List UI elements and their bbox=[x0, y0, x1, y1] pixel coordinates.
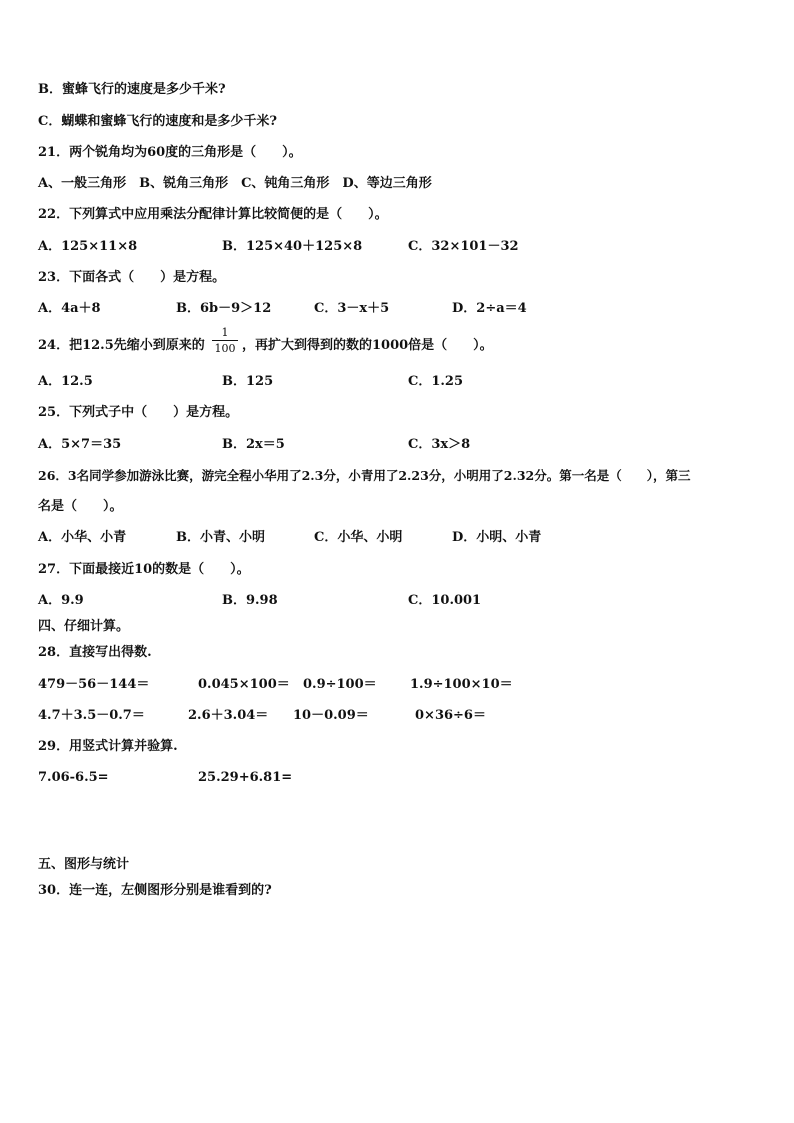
question-29: 29．用竖式计算并验算. bbox=[38, 739, 178, 754]
calc-item: 0×36÷6＝ bbox=[415, 708, 486, 723]
question-23-option-b: B．6b－9＞12 bbox=[176, 301, 272, 316]
question-26-option-a: A．小华、小青 bbox=[38, 530, 127, 545]
calc-item: 479－56－144＝ bbox=[38, 677, 150, 692]
question-23-option-c: C．3－x＋5 bbox=[314, 301, 390, 316]
calc-item: 2.6＋3.04＝ bbox=[188, 708, 269, 723]
section-5-heading: 五、图形与统计 bbox=[38, 857, 130, 872]
fraction-denominator: 100 bbox=[214, 342, 236, 355]
question-c: C．蝴蝶和蜜蜂飞行的速度和是多少千米? bbox=[38, 114, 277, 129]
calc-item: 4.7＋3.5－0.7＝ bbox=[38, 708, 145, 723]
question-23-option-d: D．2÷a＝4 bbox=[452, 301, 527, 316]
question-24-option-a: A．12.5 bbox=[38, 374, 93, 389]
question-23: 23．下面各式（ ）是方程。 bbox=[38, 270, 226, 285]
calc-item: 10－0.09＝ bbox=[293, 708, 369, 723]
section-4-heading: 四、仔细计算。 bbox=[38, 619, 130, 634]
question-25: 25．下列式子中（ ）是方程。 bbox=[38, 405, 239, 420]
vertical-calc-item: 7.06-6.5= bbox=[38, 770, 109, 785]
question-30: 30．连一连，左侧图形分别是谁看到的? bbox=[38, 883, 272, 898]
question-27-option-b: B．9.98 bbox=[222, 593, 278, 608]
calc-item: 0.045×100＝ bbox=[198, 677, 290, 692]
question-25-option-c: C．3x＞8 bbox=[408, 437, 471, 452]
question-26-option-c: C．小华、小明 bbox=[314, 530, 403, 545]
question-21: 21．两个锐角均为60度的三角形是（ ）。 bbox=[38, 145, 302, 160]
question-24-option-b: B．125 bbox=[222, 374, 274, 389]
question-27-option-c: C．10.001 bbox=[408, 593, 482, 608]
vertical-calc-item: 25.29+6.81= bbox=[198, 770, 293, 785]
question-21-options: A、一般三角形 B、锐角三角形 C、钝角三角形 D、等边三角形 bbox=[38, 176, 432, 191]
question-25-option-a: A．5×7＝35 bbox=[38, 437, 122, 452]
question-22-option-c: C．32×101－32 bbox=[408, 239, 519, 254]
question-26-option-b: B．小青、小明 bbox=[176, 530, 265, 545]
question-24-option-c: C．1.25 bbox=[408, 374, 464, 389]
question-27-option-a: A．9.9 bbox=[38, 593, 84, 608]
question-22-option-b: B．125×40＋125×8 bbox=[222, 239, 363, 254]
question-26-line1: 26．3名同学参加游泳比赛，游完全程小华用了2.3分，小青用了2.23分，小明用了2.32分。第一名是（ ），第三 bbox=[38, 468, 691, 483]
question-b: B．蜜蜂飞行的速度是多少千米? bbox=[38, 82, 226, 97]
question-26-line2: 名是（ ）。 bbox=[38, 499, 123, 514]
calc-item: 1.9÷100×10＝ bbox=[410, 677, 513, 692]
fraction-one-hundredth bbox=[212, 326, 238, 355]
question-26-option-d: D．小明、小青 bbox=[452, 530, 542, 545]
fraction-numerator: 1 bbox=[212, 326, 238, 341]
question-25-option-b: B．2x＝5 bbox=[222, 437, 285, 452]
calc-item: 0.9÷100＝ bbox=[303, 677, 377, 692]
question-24-after: ，再扩大到得到的数的1000倍是（ ）。 bbox=[242, 338, 493, 353]
question-22-option-a: A．125×11×8 bbox=[38, 239, 138, 254]
question-23-option-a: A．4a＋8 bbox=[38, 301, 101, 316]
question-22: 22．下列算式中应用乘法分配律计算比较简便的是（ ）。 bbox=[38, 207, 388, 222]
question-27: 27．下面最接近10的数是（ ）。 bbox=[38, 562, 250, 577]
question-24-before: 24．把12.5先缩小到原来的 bbox=[38, 338, 205, 353]
question-28: 28．直接写出得数. bbox=[38, 645, 152, 660]
